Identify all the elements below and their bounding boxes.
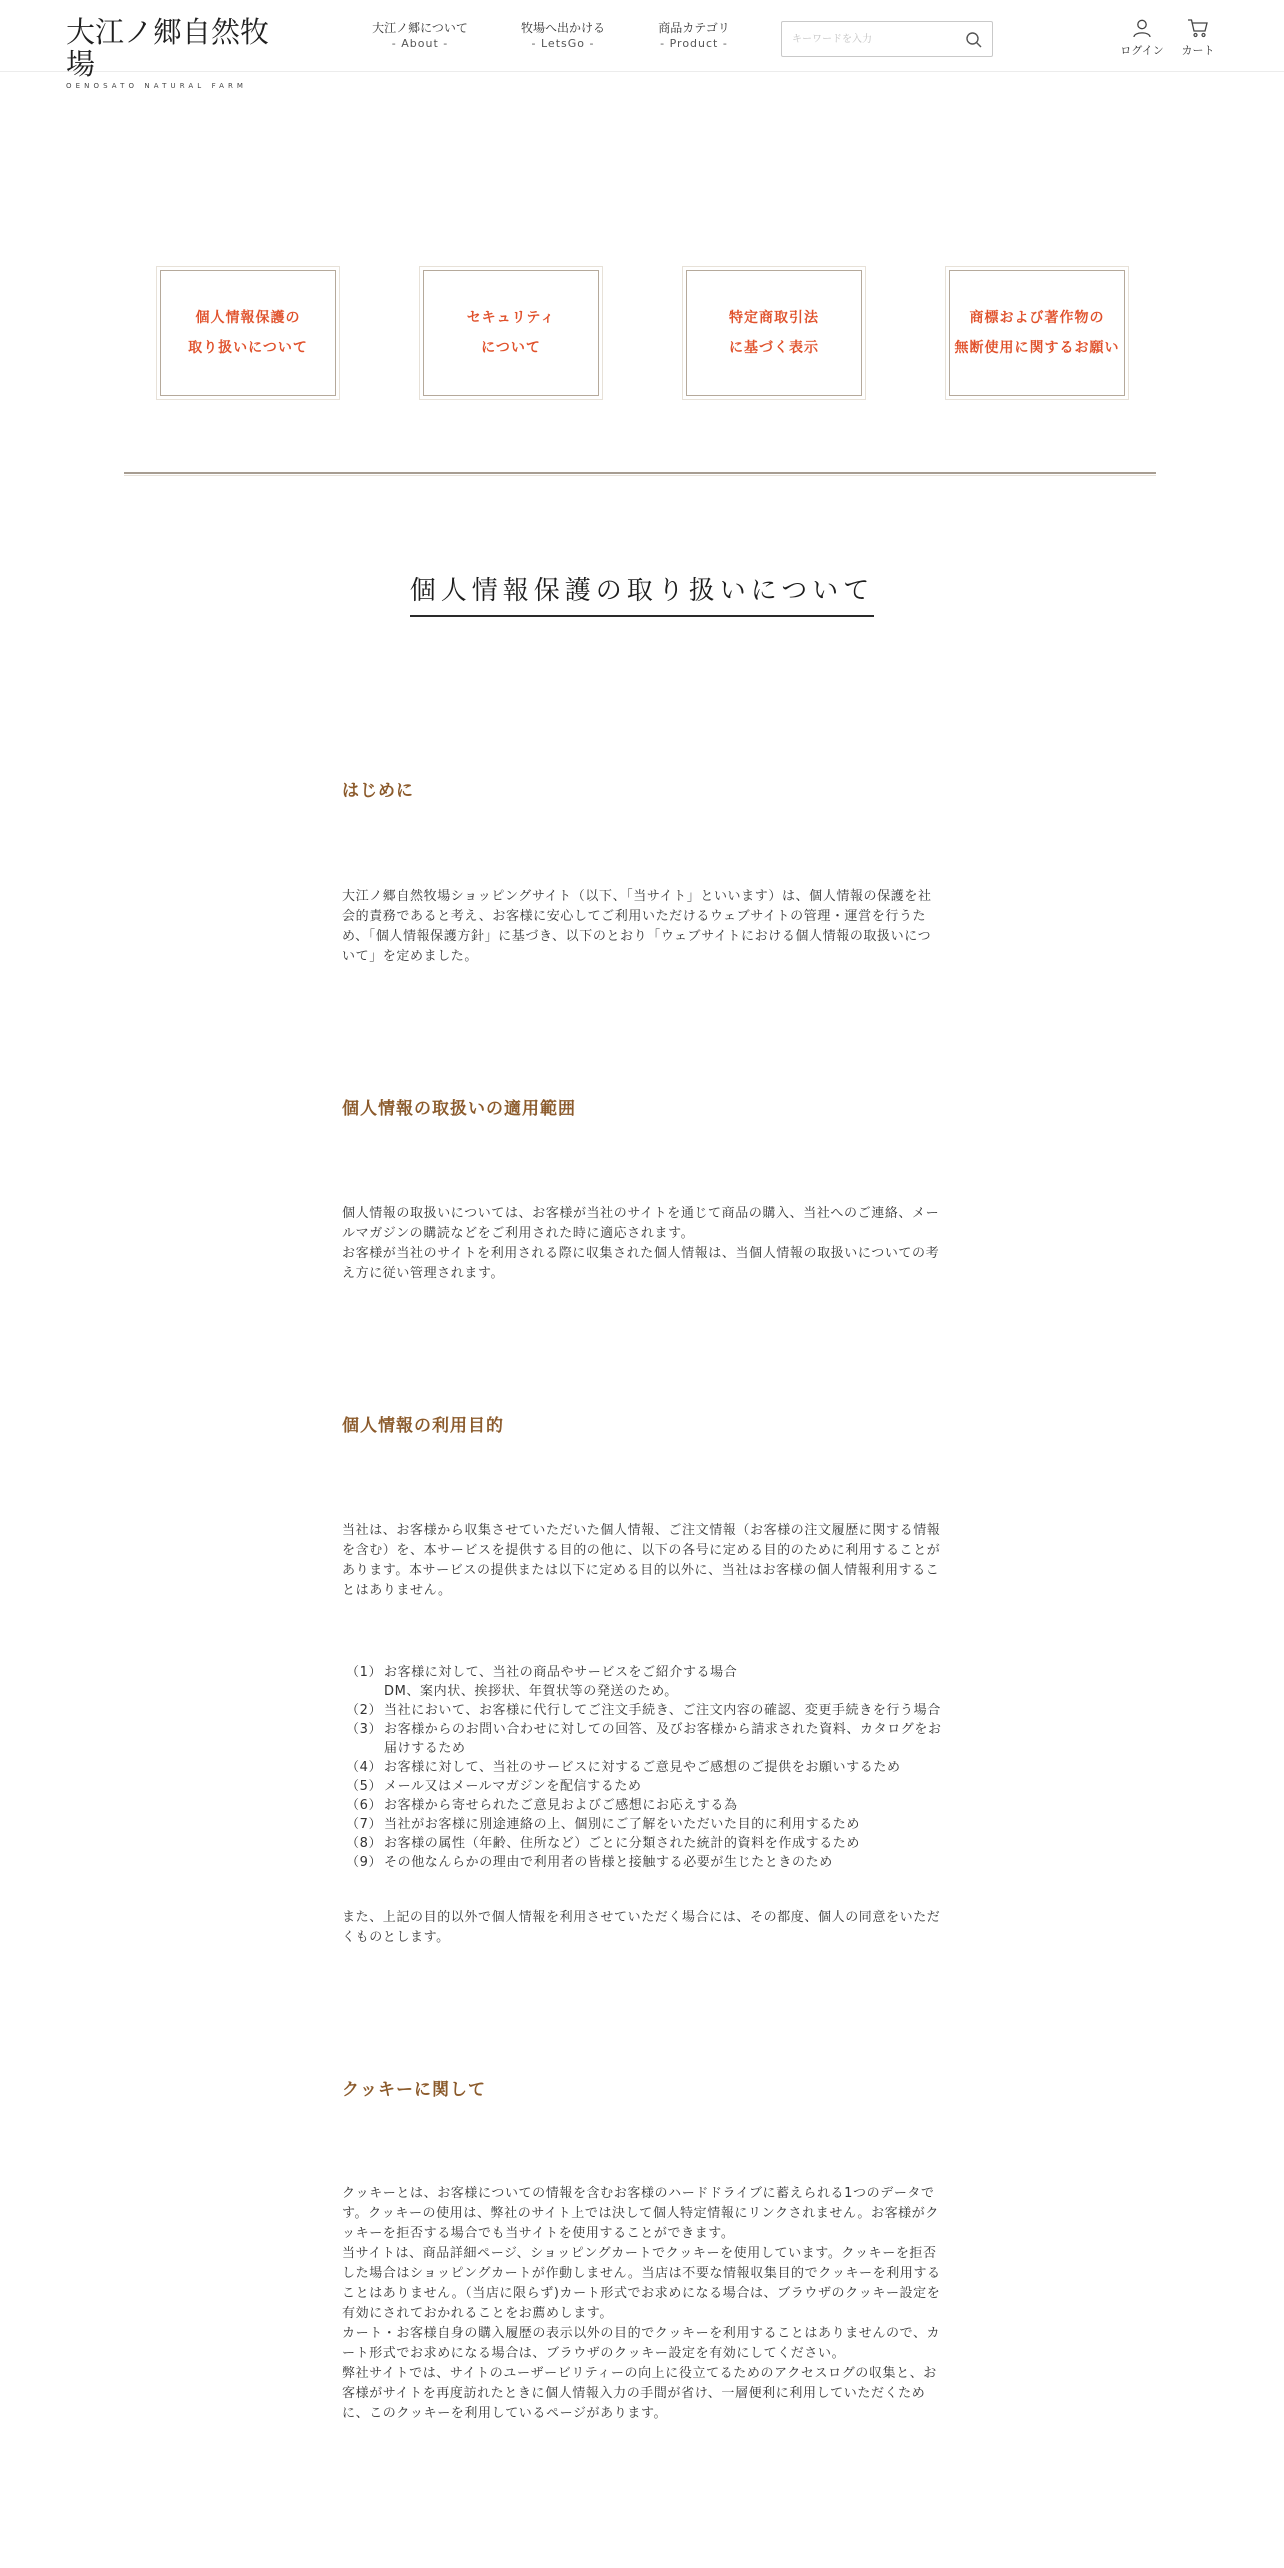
card-label: 商標および著作物の 無断使用に関するお願い [954,310,1120,356]
login-label: ログイン [1120,44,1164,57]
list-text: お客様に対して、当社のサービスに対するご意見やご感想のご提供をお願いするため [384,1760,901,1775]
nav-letsgo[interactable] [508,20,618,52]
nav-about-label: 大江ノ郷について [372,21,468,35]
list-num: （5） [346,1779,383,1794]
logo-subtitle: OENOSATO NATURAL FARM [66,82,248,90]
list-text: お客様に対して、当社の商品やサービスをご紹介する場合 DM、案内状、挨拶状、年賀状等の発送のため。 [384,1665,738,1699]
list-item [342,1815,942,1834]
purpose-text: 当社は、お客様から収集させていただいた個人情報、ご注文情報（お客様の注文履歴に関する情報を含む）を、本サービスを提供する目的の他に、以下の各号に定める目的のために利用することがあります。本サービスの提供または以下に定める目的以外に、当社はお客様の個人情報利用することはありません。 [342,1523,941,1598]
cart-icon [1170,18,1226,38]
list-num: （9） [346,1855,383,1870]
list-text: お客様からのお問い合わせに対しての回答、及びお客様から請求された資料、カタログをお届けするため [384,1722,942,1756]
list-num: （3） [346,1722,383,1737]
user-icon [1112,18,1172,38]
card-label: 個人情報保護の 取り扱いについて [188,310,308,356]
card-security[interactable] [423,270,599,396]
scope-text: 個人情報の取扱いについては、お客様が当社のサイトを通じて商品の購入、当社へのご連絡、メールマガジンの購読などをご利用された時に適応されます。 お客様が当社のサイトを利用される際に収集された個人情報は、当個人情報の取扱いについての考え方に従い管理されます。 [342,1206,940,1281]
list-num: （7） [346,1817,383,1832]
list-text: お客様から寄せられたご意見およびご感想にお応えする為 [384,1798,738,1813]
list-item [342,1777,942,1796]
site-header [0,0,1284,90]
cookie-text: クッキーとは、お客様についての情報を含むお客様のハードドライブに蓄えられる1つのデータです。クッキーの使用は、弊社のサイト上では決して個人特定情報にリンクされません。お客様がクッキーを拒否する場合でも当サイトを使用することができます。 当サイトは、商品詳細ページ、ショッピングカートでクッキーを使用しています。クッキーを拒否した場合はショッピングカートが作動しません。当店は不要な情報収集目的でクッキーを利用することはありません。（当店に限らず)カート形式でお求めになる場合は、ブラウザのクッキー設定を有効にされておかれることをお薦めします。 カート・お客様自身の購入履歴の表示以外の目的でクッキーを利用することはありませんので、カート形式でお求めになる場合は、ブラウザのクッキー設定を有効にしてください。 弊社サイトでは、サイトのユーザービリティーの向上に役立てるためのアクセスログの収集と、お客様がサイトを再度訪れたときに個人情報入力の手間が省け、一層便利に利用していただくために、このクッキーを利用しているページがあります。 [342,2186,941,2421]
list-item [342,1663,942,1701]
list-item [342,1853,942,1872]
login-button[interactable] [1112,18,1172,58]
intro-text: 大江ノ郷自然牧場ショッピングサイト（以下、「当サイト」といいます）は、個人情報の保護を社会的責務であると考え、お客様に安心してご利用いただけるウェブサイトの管理・運営を行うため、「個人情報保護方針」に基づき、以下のとおり「ウェブサイトにおける個人情報の取扱いについて」を定めました。 [342,889,932,964]
scope-heading: 個人情報の取扱いの適用範囲 [342,1099,576,1119]
list-num: （8） [346,1836,383,1851]
site-logo[interactable] [66,15,276,90]
list-text: 当社がお客様に別途連絡の上、個別にご了解をいただいた目的に利用するため [384,1817,861,1832]
nav-product-sub: - Product - [660,37,728,50]
nav-product-label: 商品カテゴリ [658,21,730,35]
list-text: メール又はメールマガジンを配信するため [384,1779,642,1794]
list-item [342,1834,942,1853]
card-label: セキュリティ について [466,310,556,356]
list-text: お客様の属性（年齢、住所など）ごとに分類された統計的資料を作成するため [384,1836,861,1851]
list-num: （1） [346,1665,383,1680]
cookie-heading: クッキーに関して [342,2080,486,2100]
purpose-footer: また、上記の目的以外で個人情報を利用させていただく場合には、その都度、個人の同意をいただくものとします。 [342,1910,941,1945]
logo-title: 大江ノ郷自然牧場 [66,15,270,81]
section-divider [124,472,1156,474]
cart-label: カート [1181,44,1215,57]
list-item [342,1701,942,1720]
card-commercial-law[interactable] [686,270,862,396]
list-item [342,1758,942,1777]
list-item [342,1796,942,1815]
list-text: 当社において、お客様に代行してご注文手続き、ご注文内容の確認、変更手続きを行う場合 [384,1703,941,1718]
page-title: 個人情報保護の取り扱いについて [410,570,874,617]
page-title-wrap [0,570,1284,617]
nav-about[interactable] [365,20,475,52]
purpose-list [342,1663,942,1872]
search-icon[interactable] [965,31,983,49]
list-num: （2） [346,1703,383,1718]
search-box [781,21,993,57]
card-privacy-policy[interactable] [160,270,336,396]
card-trademark[interactable] [949,270,1125,396]
list-text: その他なんらかの理由で利用者の皆様と接触する必要が生じたときのため [384,1855,833,1870]
search-input[interactable] [792,30,952,48]
list-num: （6） [346,1798,383,1813]
purpose-heading: 個人情報の利用目的 [342,1416,504,1436]
nav-about-sub: - About - [391,37,449,50]
nav-letsgo-sub: - LetsGo - [531,37,595,50]
nav-product[interactable] [644,20,744,52]
card-label: 特定商取引法 に基づく表示 [729,310,819,356]
list-item [342,1720,942,1758]
intro-heading: はじめに [342,781,414,801]
cart-button[interactable] [1170,18,1226,58]
list-num: （4） [346,1760,383,1775]
nav-letsgo-label: 牧場へ出かける [520,21,605,35]
